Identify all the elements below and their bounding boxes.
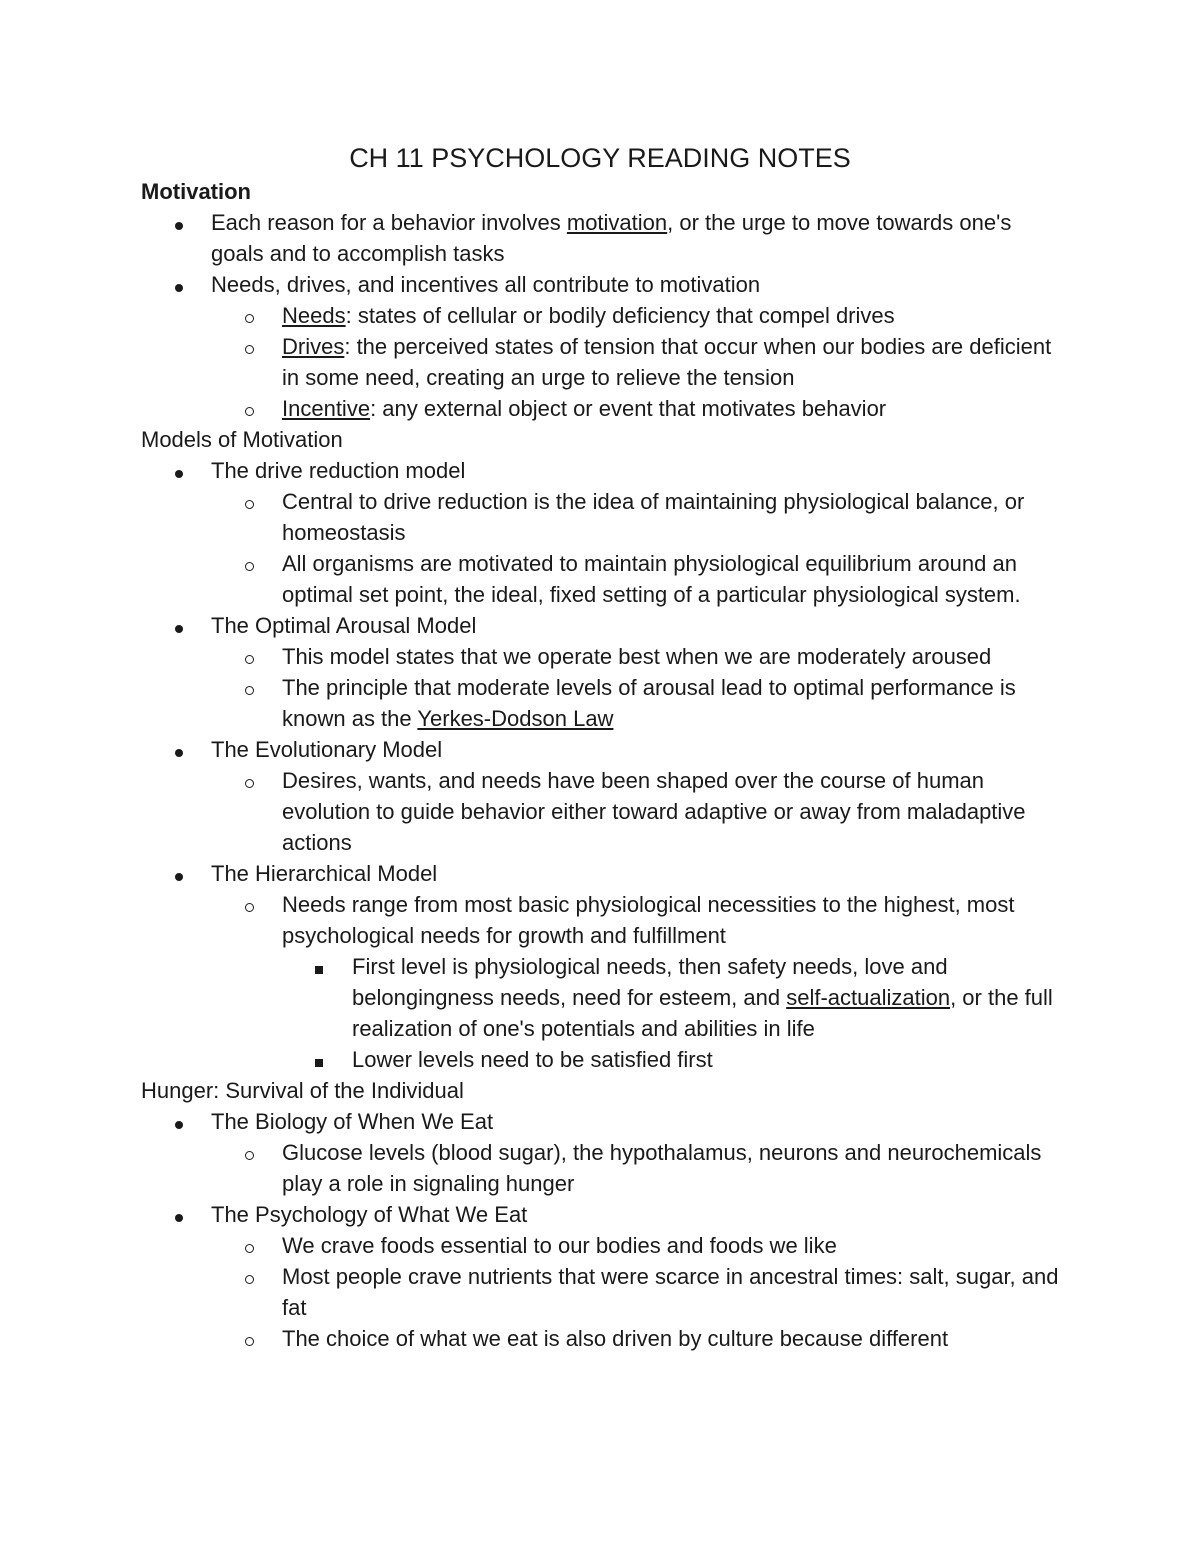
section-heading-models: Models of Motivation [141, 427, 343, 452]
section-heading-hunger: Hunger: Survival of the Individual [141, 1078, 464, 1103]
bullet-dot-icon [175, 1199, 183, 1230]
bullet-dot-icon [175, 269, 183, 300]
list-item: Glucose levels (blood sugar), the hypothalamus, neurons and neurochemicals play a role in signaling hunger [141, 1137, 1061, 1199]
term-motivation: motivation [566, 210, 668, 235]
term-needs: Needs [282, 303, 346, 328]
bullet-circle-icon [245, 331, 254, 362]
list-item: This model states that we operate best when we are moderately aroused [141, 641, 1061, 672]
list-item: First level is physiological needs, then safety needs, love and belongingness needs, need for esteem, and self-actualization, or the full realization of one's potentials and abilities in life [141, 951, 1061, 1044]
bullet-square-icon [315, 1044, 323, 1075]
bullet-circle-icon [245, 1261, 254, 1292]
list-item: Incentive: any external object or event that motivates behavior [141, 393, 1061, 424]
bullet-circle-icon [245, 1230, 254, 1261]
term-drives: Drives [282, 334, 345, 359]
notes-body [141, 176, 1061, 1354]
list-item: Lower levels need to be satisfied first [141, 1044, 1061, 1075]
bullet-circle-icon [245, 765, 254, 796]
motivation-list [141, 207, 1061, 424]
bullet-circle-icon [245, 1323, 254, 1354]
bullet-dot-icon [175, 455, 183, 486]
section-heading-motivation: Motivation [141, 179, 251, 204]
list-item: Needs, drives, and incentives all contribute to motivation [141, 269, 1061, 300]
bullet-dot-icon [175, 610, 183, 641]
list-item: Each reason for a behavior involves motivation, or the urge to move towards one's goals and to accomplish tasks [141, 207, 1061, 269]
list-item: Desires, wants, and needs have been shaped over the course of human evolution to guide behavior either toward adaptive or away from maladaptive actions [141, 765, 1061, 858]
term-incentive: Incentive [282, 396, 371, 421]
bullet-dot-icon [175, 1106, 183, 1137]
list-item: The Psychology of What We Eat [141, 1199, 1061, 1230]
list-item: We crave foods essential to our bodies and foods we like [141, 1230, 1061, 1261]
bullet-dot-icon [175, 734, 183, 765]
bullet-circle-icon [245, 300, 254, 331]
list-item: The drive reduction model [141, 455, 1061, 486]
list-item: Needs: states of cellular or bodily deficiency that compel drives [141, 300, 1061, 331]
list-item: The choice of what we eat is also driven by culture because different [141, 1323, 1061, 1354]
list-item: The Optimal Arousal Model [141, 610, 1061, 641]
list-item: Needs range from most basic physiological necessities to the highest, most psychological needs for growth and fulfillment [141, 889, 1061, 951]
hunger-list [141, 1106, 1061, 1354]
bullet-circle-icon [245, 889, 254, 920]
list-item: Drives: the perceived states of tension that occur when our bodies are deficient in some need, creating an urge to relieve the tension [141, 331, 1061, 393]
list-item: Central to drive reduction is the idea of maintaining physiological balance, or homeostasis [141, 486, 1061, 548]
bullet-circle-icon [245, 393, 254, 424]
term-yerkes-dodson: Yerkes-Dodson Law [417, 706, 614, 731]
bullet-dot-icon [175, 858, 183, 889]
bullet-square-icon [315, 951, 323, 982]
bullet-circle-icon [245, 672, 254, 703]
page-title: CH 11 PSYCHOLOGY READING NOTES [349, 143, 851, 173]
term-self-actualization: self-actualization [786, 985, 951, 1010]
list-item: Most people crave nutrients that were scarce in ancestral times: salt, sugar, and fat [141, 1261, 1061, 1323]
bullet-circle-icon [245, 1137, 254, 1168]
bullet-dot-icon [175, 207, 183, 238]
list-item: The principle that moderate levels of arousal lead to optimal performance is known as the Yerkes-Dodson Law [141, 672, 1061, 734]
bullet-circle-icon [245, 486, 254, 517]
models-list [141, 455, 1061, 1075]
bullet-circle-icon [245, 641, 254, 672]
list-item: The Evolutionary Model [141, 734, 1061, 765]
list-item: The Biology of When We Eat [141, 1106, 1061, 1137]
list-item: All organisms are motivated to maintain physiological equilibrium around an optimal set point, the ideal, fixed setting of a particular physiological system. [141, 548, 1061, 610]
list-item: The Hierarchical Model [141, 858, 1061, 889]
bullet-circle-icon [245, 548, 254, 579]
